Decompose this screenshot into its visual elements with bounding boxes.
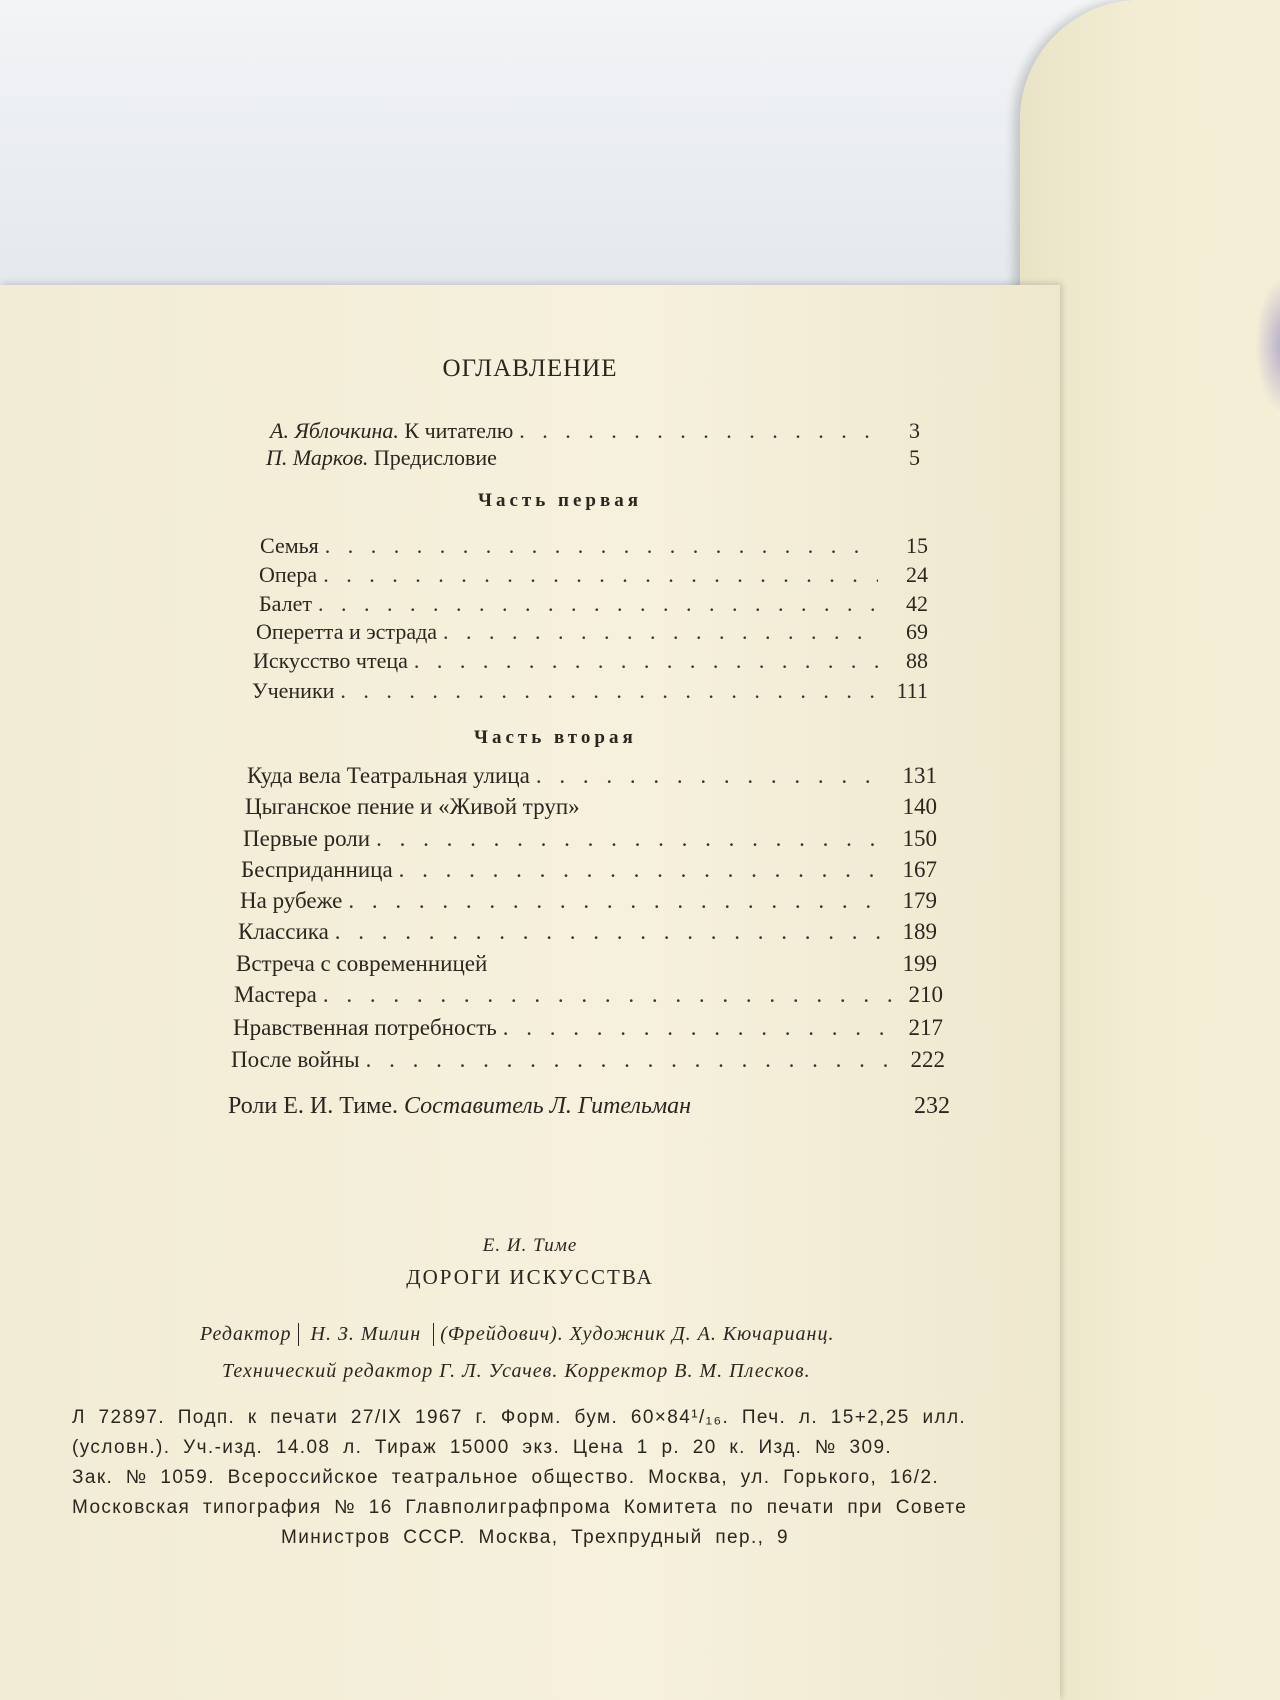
leader-dots (536, 763, 887, 789)
entry-title: Балет (259, 591, 312, 616)
toc-entry (238, 919, 937, 945)
entry-title: Оперетта и эстрада (256, 619, 438, 644)
ink-stamp-mark (1255, 275, 1280, 415)
toc-entry (259, 591, 928, 617)
toc-entry-intro-1 (270, 418, 920, 444)
pub-line-1: Л 72897. Подп. к печати 27/IX 1967 г. Форм. бум. 60×84¹/₁₆. Печ. л. 15+2,25 илл. (72, 1407, 967, 1428)
leader-dots (414, 648, 878, 674)
toc-entry (256, 619, 928, 645)
book-page (0, 285, 1060, 1700)
leader-dots (519, 418, 870, 444)
roles-page: 232 (914, 1093, 950, 1119)
toc-entry (260, 533, 928, 559)
entry-title: Классика (238, 919, 329, 944)
editor-name-box: Н. З. Милин (298, 1323, 435, 1346)
leader-dots (335, 919, 887, 945)
entry-page: 140 (902, 794, 937, 819)
leader-dots (323, 982, 893, 1008)
toc-entry (253, 648, 928, 674)
toc-entry (243, 826, 937, 852)
leader-dots (348, 888, 887, 914)
entry-page: 222 (910, 1047, 945, 1072)
entry-page: 15 (906, 533, 928, 558)
pub-line-5: Министров СССР. Москва, Трехпрудный пер., 9 (281, 1527, 789, 1548)
roles-title: Роли Е. И. Тиме. (228, 1093, 398, 1119)
entry-title: К читателю (404, 418, 514, 443)
toc-entry (241, 857, 937, 883)
leader-dots (325, 533, 878, 559)
entry-title: Цыганское пение и «Живой труп» (245, 794, 580, 819)
entry-page: 131 (902, 763, 937, 788)
leader-dots (443, 619, 878, 645)
part-two-heading: Часть вторая (474, 727, 637, 748)
entry-title: Мастера (234, 982, 317, 1007)
imprint-book-title: ДОРОГИ ИСКУССТВА (406, 1265, 654, 1289)
toc-entry (233, 1015, 943, 1041)
toc-entry (236, 951, 937, 977)
entry-title: Куда вела Театральная улица (247, 763, 530, 788)
imprint-author: Е. И. Тиме (482, 1235, 578, 1256)
toc-entry (240, 888, 937, 914)
entry-title: Встреча с современницей (236, 951, 488, 976)
entry-title: Предисловие (373, 445, 497, 470)
entry-title: Семья (260, 533, 319, 558)
entry-page: 150 (902, 826, 937, 851)
editor-label: Редактор (200, 1323, 292, 1345)
entry-page: 24 (906, 562, 928, 587)
entry-author: П. Марков. (266, 445, 369, 470)
entry-page: 111 (896, 678, 928, 703)
editor-rest: (Фрейдович). Художник Д. А. Кючарианц. (440, 1323, 835, 1345)
credits-line (200, 1323, 834, 1346)
entry-page: 217 (908, 1015, 943, 1040)
entry-page: 210 (908, 982, 943, 1007)
entry-page: 179 (902, 888, 937, 913)
pub-line-3: Зак. № 1059. Всероссийское театральное общество. Москва, ул. Горького, 16/2. (72, 1467, 940, 1488)
leader-dots (503, 1015, 893, 1041)
entry-title: Бесприданница (241, 857, 393, 882)
entry-author: А. Яблочкина. (270, 418, 399, 443)
toc-entry (252, 678, 928, 704)
entry-title: Опера (259, 562, 318, 587)
entry-page: 69 (906, 619, 928, 644)
leader-dots (340, 678, 878, 704)
tech-editor-line: Технический редактор Г. Л. Усачев. Корректор В. М. Плесков. (222, 1360, 811, 1382)
toc-entry (234, 982, 943, 1008)
leader-dots (376, 826, 887, 852)
pub-line-2: (условн.). Уч.-изд. 14.08 л. Тираж 15000 экз. Цена 1 р. 20 к. Изд. № 309. (72, 1437, 893, 1458)
entry-page: 3 (909, 418, 920, 443)
entry-title: После войны (231, 1047, 360, 1072)
entry-title: Нравственная потребность (233, 1015, 497, 1040)
leader-dots (399, 857, 887, 883)
roles-compiler: Составитель Л. Гительман (404, 1093, 692, 1119)
toc-title: ОГЛАВЛЕНИЕ (442, 355, 618, 382)
toc-entry (231, 1047, 945, 1073)
toc-entry-intro-2 (266, 445, 920, 471)
entry-title: Искусство чтеца (253, 648, 408, 673)
entry-page: 167 (902, 857, 937, 882)
part-one-heading: Часть первая (478, 490, 642, 511)
entry-page: 5 (909, 445, 920, 470)
leader-dots (366, 1047, 895, 1073)
entry-title: Первые роли (243, 826, 371, 851)
leader-dots (318, 591, 878, 617)
page-content (0, 285, 1060, 1700)
leader-dots (323, 562, 878, 588)
entry-title: На рубеже (240, 888, 343, 913)
toc-entry (259, 562, 928, 588)
entry-page: 88 (906, 648, 928, 673)
toc-entry (247, 763, 937, 789)
entry-page: 189 (902, 919, 937, 944)
toc-entry-roles (228, 1093, 950, 1120)
entry-title: Ученики (252, 678, 335, 703)
entry-page: 42 (906, 591, 928, 616)
toc-entry (245, 794, 937, 820)
entry-page: 199 (902, 951, 937, 976)
pub-line-4: Московская типография № 16 Главполиграфпрома Комитета по печати при Совете (72, 1497, 968, 1518)
